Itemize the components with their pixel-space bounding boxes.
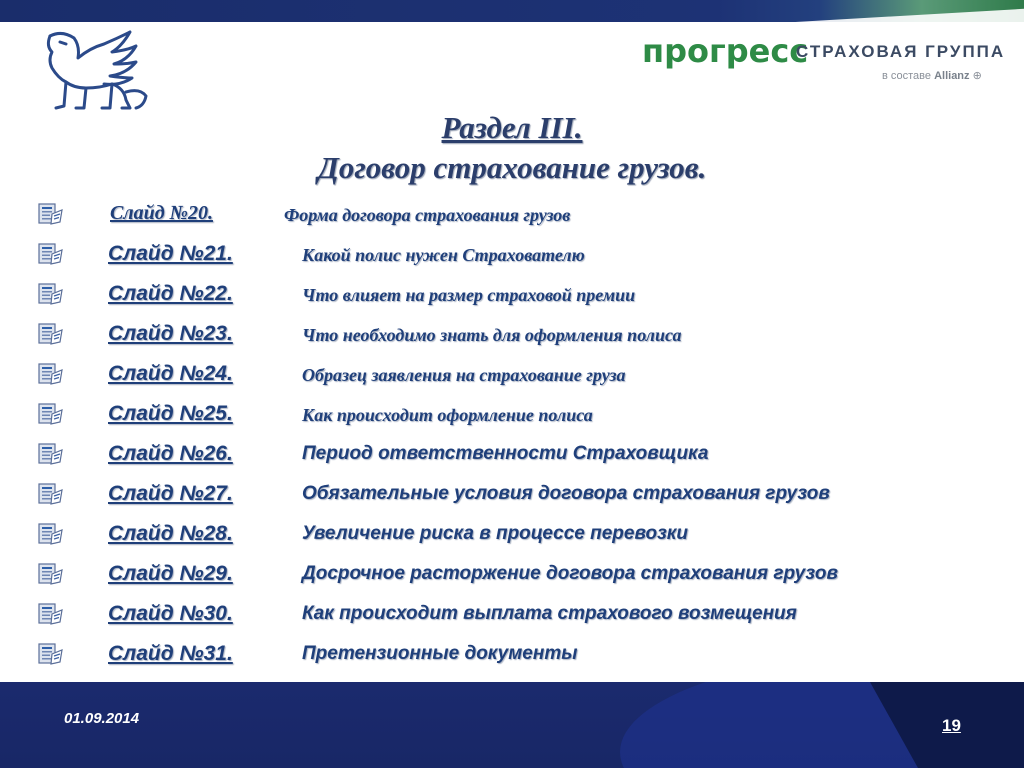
slide-list-item bbox=[38, 278, 998, 318]
slide-link[interactable]: Слайд №23. bbox=[108, 322, 233, 345]
slide-list-item bbox=[38, 198, 998, 238]
slide-bullet-icon bbox=[38, 242, 64, 266]
griffin-icon bbox=[0, 22, 190, 120]
slide-description: Что необходимо знать для оформления полиса bbox=[302, 325, 682, 345]
slide-list-item bbox=[38, 358, 998, 398]
allianz-eagle-icon: ⊕ bbox=[972, 70, 982, 82]
slide-description: Увеличение риска в процессе перевозки bbox=[302, 523, 688, 544]
slide-bullet-icon bbox=[38, 562, 64, 586]
slide-bullet-icon bbox=[38, 602, 64, 626]
page-number[interactable]: 19 bbox=[942, 716, 961, 735]
slide-bullet-icon bbox=[38, 482, 64, 506]
section-subtitle: Договор страхование грузов. bbox=[317, 150, 707, 185]
slide-link[interactable]: Слайд №26. bbox=[108, 442, 233, 465]
slide-description: Обязательные условия договора страхования грузов bbox=[302, 483, 830, 504]
slide-description: Период ответственности Страховщика bbox=[302, 443, 709, 464]
slide-list-item bbox=[38, 518, 998, 558]
brand-subtitle: СТРАХОВАЯ ГРУППА bbox=[796, 42, 1006, 61]
slide-bullet-icon bbox=[38, 642, 64, 666]
progress-logo bbox=[620, 22, 1024, 92]
slide-link[interactable]: Слайд №31. bbox=[108, 642, 233, 665]
slide-description: Что влияет на размер страховой премии bbox=[302, 285, 636, 305]
slide-list-item bbox=[38, 438, 998, 478]
allianz-caption bbox=[882, 69, 982, 82]
slide-description: Какой полис нужен Страхователю bbox=[302, 245, 585, 265]
slide-list-item bbox=[38, 478, 998, 518]
slide-link[interactable]: Слайд №30. bbox=[108, 602, 233, 625]
slide-bullet-icon bbox=[38, 402, 64, 426]
slide-link[interactable]: Слайд №29. bbox=[108, 562, 233, 585]
slide-description: Претензионные документы bbox=[302, 643, 578, 664]
slide-list-item bbox=[38, 318, 998, 358]
slide-link[interactable]: Слайд №28. bbox=[108, 522, 233, 545]
slide-bullet-icon bbox=[38, 202, 64, 226]
slide-link[interactable]: Слайд №20. bbox=[110, 202, 213, 224]
allianz-name: Allianz bbox=[934, 70, 970, 82]
slide-bullet-icon bbox=[38, 362, 64, 386]
slide-description: Образец заявления на страхование груза bbox=[302, 365, 626, 385]
top-bar-swoosh bbox=[770, 0, 1024, 22]
slide-link[interactable]: Слайд №27. bbox=[108, 482, 233, 505]
slide-list-item bbox=[38, 398, 998, 438]
slide-link[interactable]: Слайд №22. bbox=[108, 282, 233, 305]
slide-bullet-icon bbox=[38, 282, 64, 306]
slide-list-item bbox=[38, 598, 998, 638]
page-title bbox=[0, 108, 1024, 188]
brand-name: прогресс bbox=[642, 32, 809, 70]
slide-bullet-icon bbox=[38, 322, 64, 346]
slide-list bbox=[38, 198, 998, 678]
footer-bar bbox=[0, 682, 1024, 768]
slide-description: Досрочное расторжение договора страхования грузов bbox=[302, 563, 838, 584]
griffin-logo bbox=[0, 22, 190, 120]
slide-list-item bbox=[38, 558, 998, 598]
slide-list-item bbox=[38, 238, 998, 278]
top-bar bbox=[0, 0, 1024, 22]
allianz-prefix: в составе bbox=[882, 70, 932, 82]
slide-list-item bbox=[38, 638, 998, 678]
slide-description: Форма договора страхования грузов bbox=[284, 205, 571, 225]
slide-link[interactable]: Слайд №25. bbox=[108, 402, 233, 425]
slide-description: Как происходит выплата страхового возмещения bbox=[302, 603, 797, 624]
section-title[interactable]: Раздел III. bbox=[441, 110, 583, 145]
slide-description: Как происходит оформление полиса bbox=[302, 405, 593, 425]
footer-date: 01.09.2014 bbox=[64, 710, 140, 727]
slide-bullet-icon bbox=[38, 442, 64, 466]
slide-link[interactable]: Слайд №21. bbox=[108, 242, 233, 265]
slide-bullet-icon bbox=[38, 522, 64, 546]
slide-link[interactable]: Слайд №24. bbox=[108, 362, 233, 385]
